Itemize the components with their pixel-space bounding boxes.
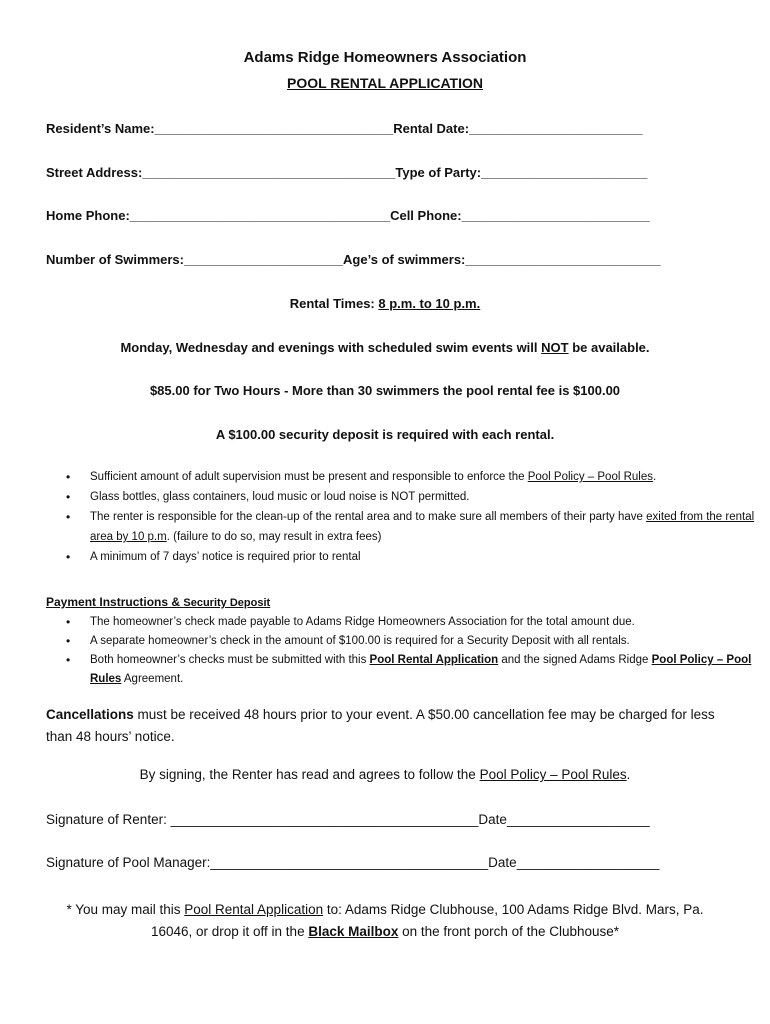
availability-text: Monday, Wednesday and evenings with scheduled swim events will xyxy=(120,340,542,355)
manager-signature-field[interactable]: _____________________________________ xyxy=(210,855,489,870)
payment-heading-b: Security Deposit xyxy=(183,597,271,609)
rule-cleanup-deadline: exited from the rental area by 10 p.m xyxy=(90,511,755,543)
rental-date-field[interactable]: ________________________ xyxy=(469,121,643,136)
fee-note: $85.00 for Two Hours - More than 30 swimmers the pool rental fee is $100.00 xyxy=(149,383,621,398)
payment-submit-tail: Agreement. xyxy=(121,673,184,685)
mail-text: * You may mail this xyxy=(66,902,185,917)
pool-rules-link[interactable]: Pool Policy – Pool Rules xyxy=(527,471,653,483)
payment-item-deposit: • A separate homeowner’s check in the amount of $100.00 is required for a Security Deposit with all rentals. xyxy=(66,632,756,651)
availability-not: NOT xyxy=(541,340,569,355)
ages-swimmers-label: Age’s of swimmers: xyxy=(343,252,466,267)
payment-item-submit xyxy=(66,651,756,689)
swimmers-row xyxy=(46,252,661,267)
rental-times-label: Rental Times: xyxy=(289,296,379,311)
agreement-line xyxy=(0,767,770,782)
mail-tail: on the front porch of the Clubhouse* xyxy=(398,924,620,939)
pool-rules-link-2[interactable]: Pool Policy – Pool Rules xyxy=(90,654,752,685)
deposit-note: A $100.00 security deposit is required with each rental. xyxy=(215,427,555,442)
payment-list xyxy=(66,613,756,689)
rule-notice: • A minimum of 7 days’ notice is required prior to rental xyxy=(66,547,756,567)
type-of-party-field[interactable]: _______________________ xyxy=(481,165,648,180)
payment-submit-mid: and the signed Adams Ridge xyxy=(498,654,652,666)
home-phone-field[interactable]: ____________________________________ xyxy=(129,208,391,223)
cancellations-para xyxy=(46,704,736,748)
cell-phone-field[interactable]: __________________________ xyxy=(461,208,650,223)
renter-signature-row xyxy=(46,812,650,827)
street-address-field[interactable]: ___________________________________ xyxy=(142,165,396,180)
rule-cleanup-tail: . (failure to do so, may result in extra fees) xyxy=(166,531,382,543)
availability-tail: be available. xyxy=(568,340,650,355)
phone-row xyxy=(46,208,650,223)
renter-signature-field[interactable]: _________________________________________ xyxy=(170,812,479,827)
street-address-row xyxy=(46,165,647,180)
rental-times xyxy=(0,296,770,311)
mail-address: to: Adams Ridge Clubhouse, 100 Adams Ridge Blvd. Mars, Pa. 16046, or drop it off in the xyxy=(150,902,704,939)
renter-date-field[interactable]: ___________________ xyxy=(506,812,650,827)
agreement-tail: . xyxy=(626,767,631,782)
cancellations-text: must be received 48 hours prior to your event. A $50.00 cancellation fee may be charged for less than 48 hours’ notice. xyxy=(46,707,715,744)
form-title: POOL RENTAL APPLICATION xyxy=(286,75,483,91)
rental-times-value: 8 p.m. to 10 p.m. xyxy=(378,296,481,311)
manager-date-label: Date xyxy=(488,855,517,870)
payment-item-check: • The homeowner’s check made payable to Adams Ridge Homeowners Association for the total amount due. xyxy=(66,613,756,632)
type-of-party-label: Type of Party: xyxy=(395,165,482,180)
renter-signature-label: Signature of Renter: xyxy=(46,812,171,827)
rule-supervision-tail: . xyxy=(653,471,657,483)
manager-signature-row xyxy=(46,855,659,870)
num-swimmers-label: Number of Swimmers: xyxy=(46,252,184,267)
availability-note xyxy=(0,340,770,355)
cancellations-label: Cancellations xyxy=(46,707,134,722)
rules-list xyxy=(66,467,756,567)
pool-rules-link-3[interactable]: Pool Policy – Pool Rules xyxy=(479,767,627,782)
payment-submit-text: Both homeowner’s checks must be submitted with this xyxy=(90,654,370,666)
agreement-text: By signing, the Renter has read and agrees to follow the xyxy=(139,767,480,782)
rule-cleanup-text: The renter is responsible for the clean-up of the rental area and to make sure all members of their party have xyxy=(90,511,647,523)
black-mailbox: Black Mailbox xyxy=(308,924,399,939)
payment-heading xyxy=(46,595,270,609)
rule-glass: • Glass bottles, glass containers, loud music or loud noise is NOT permitted. xyxy=(66,487,756,507)
ages-swimmers-field[interactable]: ___________________________ xyxy=(465,252,661,267)
renter-date-label: Date xyxy=(478,812,507,827)
mail-instructions xyxy=(55,899,715,943)
rule-supervision xyxy=(66,467,756,487)
home-phone-label: Home Phone: xyxy=(46,208,130,223)
org-name: Adams Ridge Homeowners Association xyxy=(243,49,527,66)
manager-date-field[interactable]: ___________________ xyxy=(516,855,660,870)
application-link-2[interactable]: Pool Rental Application xyxy=(184,902,324,917)
residents-name-field[interactable]: _________________________________ xyxy=(154,121,394,136)
residents-name-label: Resident’s Name: xyxy=(46,121,155,136)
rule-supervision-text: Sufficient amount of adult supervision must be present and responsible to enforce the xyxy=(90,471,528,483)
payment-heading-a: Payment Instructions & xyxy=(46,595,184,609)
rental-date-label: Rental Date: xyxy=(393,121,470,136)
cell-phone-label: Cell Phone: xyxy=(390,208,462,223)
manager-signature-label: Signature of Pool Manager: xyxy=(46,855,211,870)
residents-name-row xyxy=(46,121,643,136)
num-swimmers-field[interactable]: ______________________ xyxy=(183,252,344,267)
application-link[interactable]: Pool Rental Application xyxy=(369,654,499,666)
street-address-label: Street Address: xyxy=(46,165,143,180)
rule-cleanup xyxy=(66,507,756,547)
